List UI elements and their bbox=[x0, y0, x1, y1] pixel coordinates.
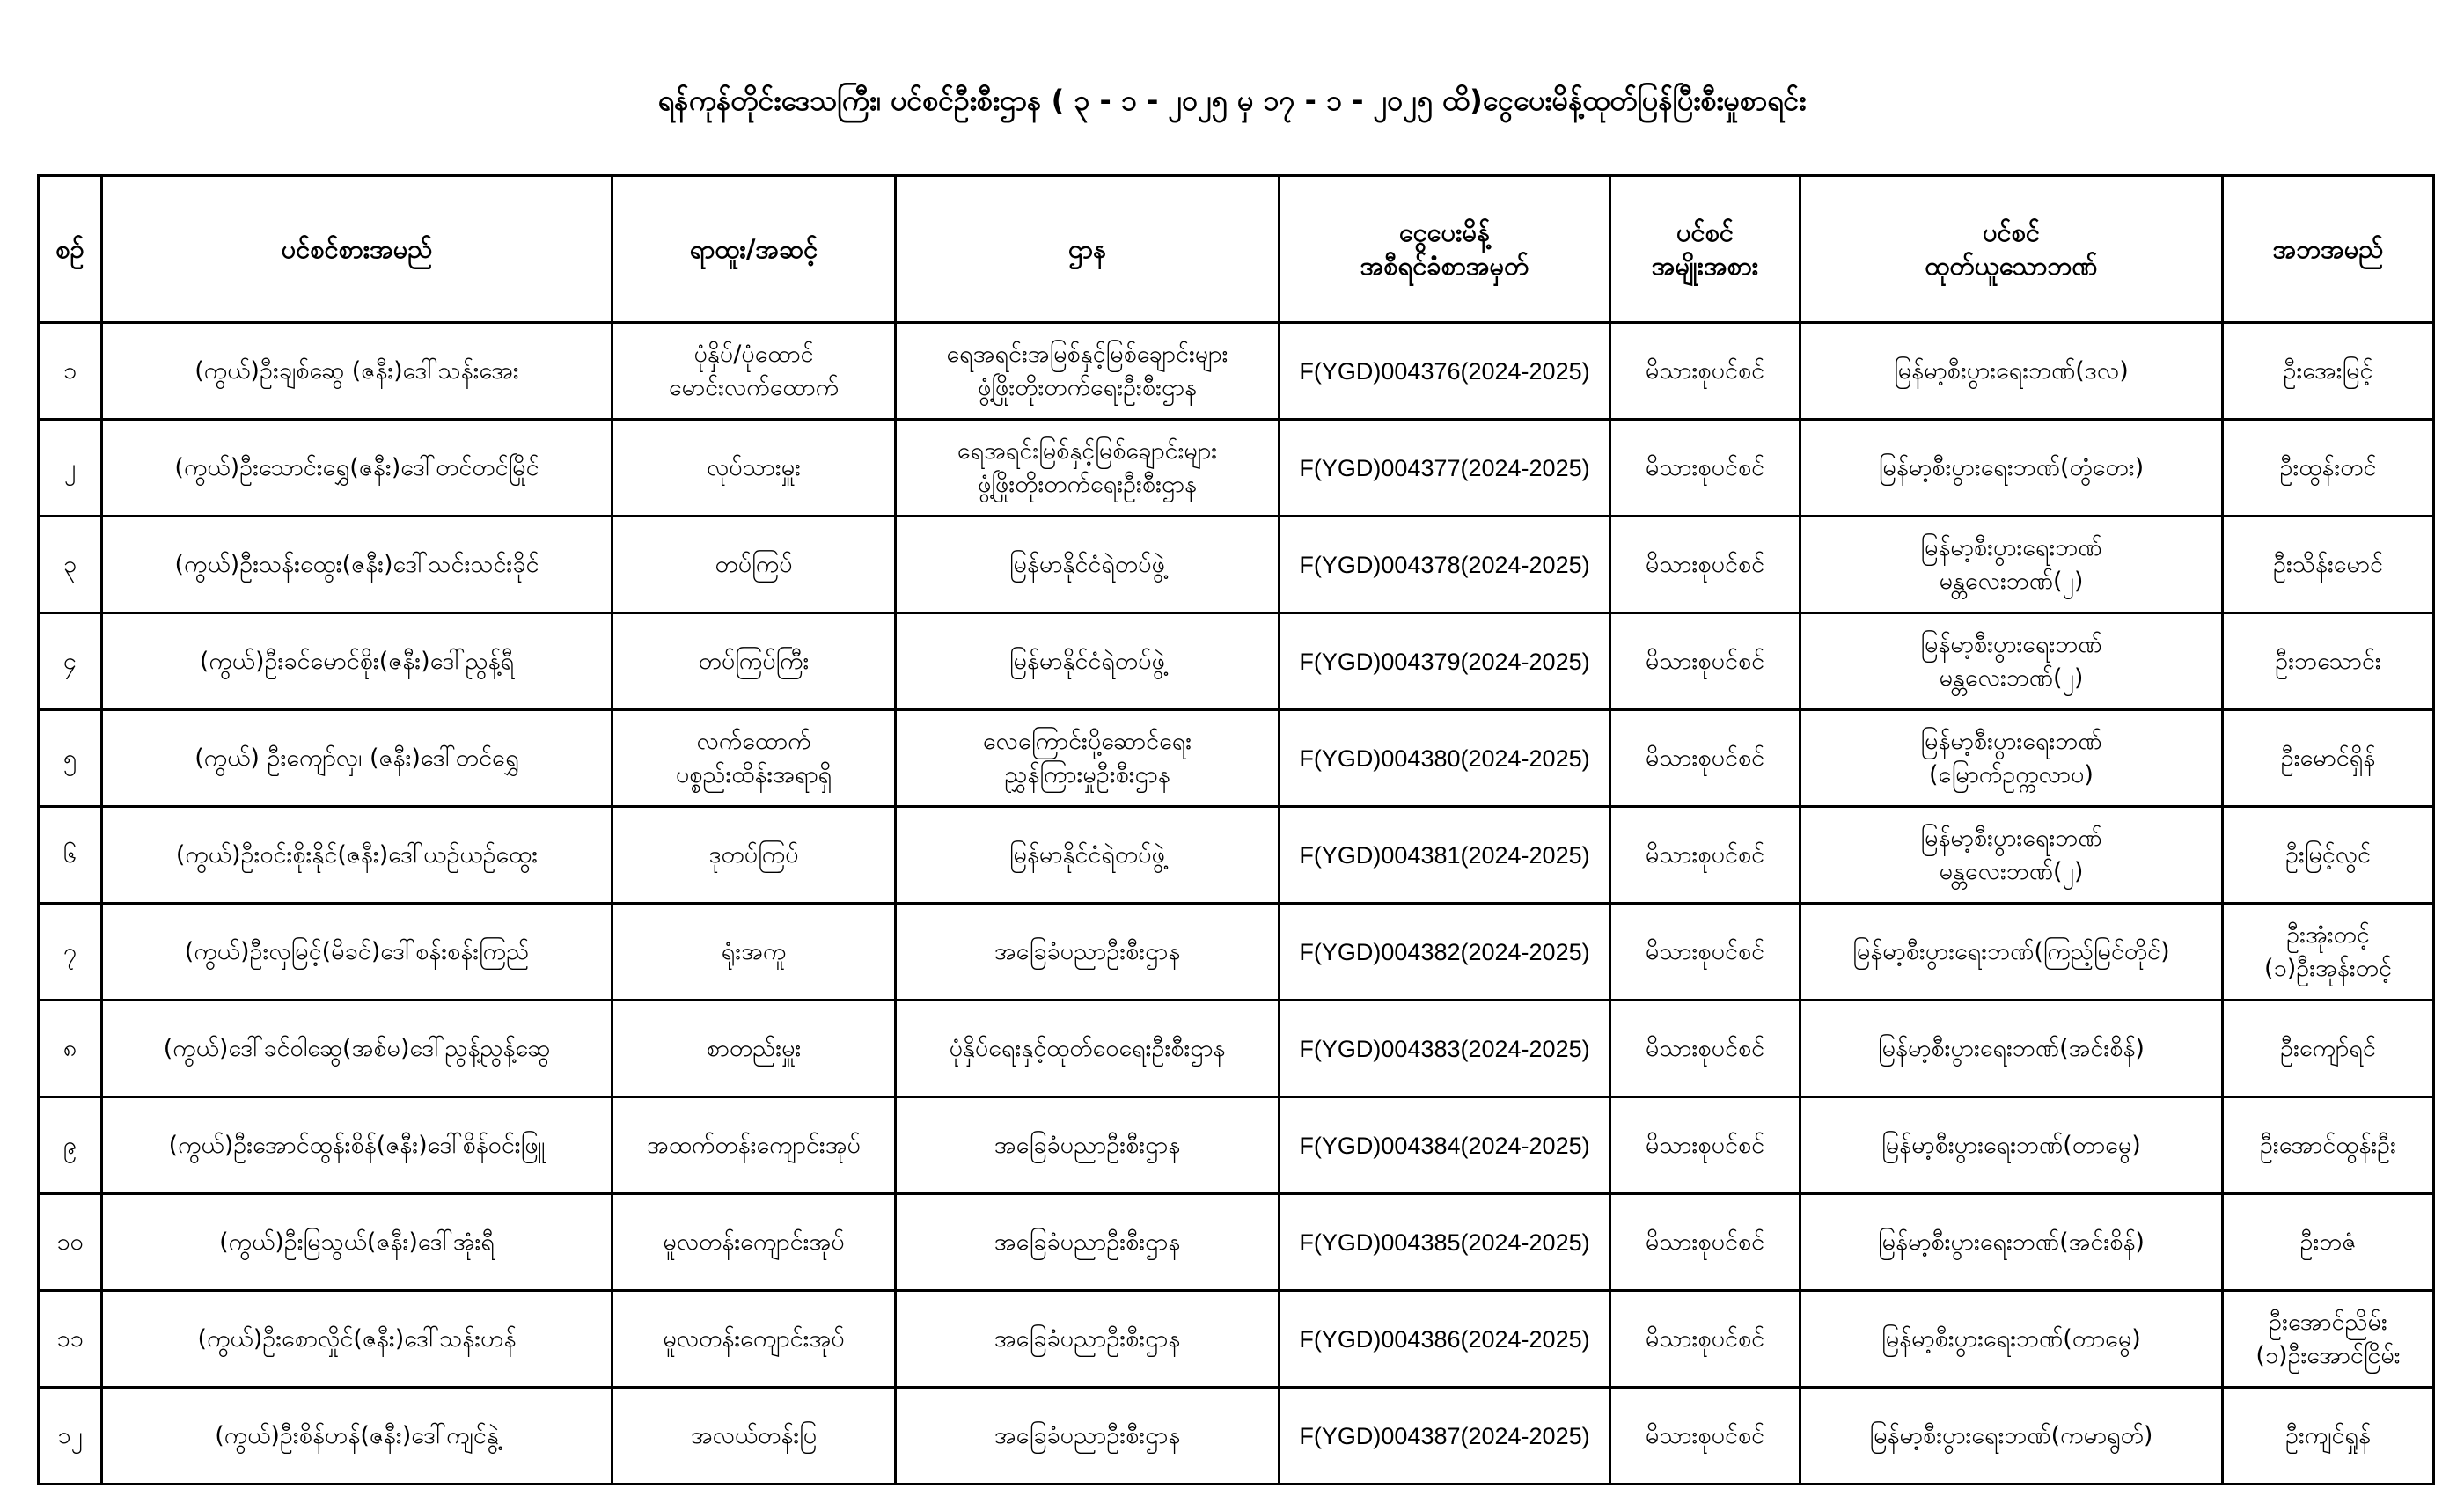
cell-father bbox=[2223, 1194, 2434, 1291]
table-row bbox=[39, 710, 2434, 807]
cell-no: ၄ bbox=[39, 613, 102, 710]
cell-line: (မြောက်ဥက္ကလာပ) bbox=[1929, 760, 2094, 788]
cell-name: (ကွယ်)ဦးစိန်ဟန်(ဇနီး)ဒေါ်ကျင်နွဲ့ bbox=[102, 1388, 612, 1485]
cell-line: မြန်မာ့စီးပွားရေးဘဏ်(တွံတေး) bbox=[1878, 453, 2145, 481]
cell-order-no: F(YGD)004379(2024-2025) bbox=[1280, 613, 1610, 710]
cell-pension-type: မိသားစုပင်စင် bbox=[1610, 1001, 1800, 1097]
cell-rank bbox=[612, 904, 896, 1001]
cell-line: (၁)ဦးအောင်ငြိမ်း bbox=[2255, 1341, 2401, 1369]
table-row bbox=[39, 807, 2434, 904]
cell-bank bbox=[1800, 323, 2223, 420]
table-row bbox=[39, 613, 2434, 710]
cell-name: (ကွယ်)ဒေါ်ခင်ဝါဆွေ(အစ်မ)ဒေါ်ညွန့်ညွန့်ဆွေ bbox=[102, 1001, 612, 1097]
cell-line: အခြေခံပညာဦးစီးဌာန bbox=[994, 1131, 1181, 1159]
cell-department bbox=[896, 1097, 1280, 1194]
cell-pension-type: မိသားစုပင်စင် bbox=[1610, 710, 1800, 807]
header-order-no bbox=[1280, 176, 1610, 323]
cell-pension-type: မိသားစုပင်စင် bbox=[1610, 1291, 1800, 1388]
cell-line: ပုံနှိပ်ရေးနှင့်ထုတ်ဝေရေးဦးစီးဌာန bbox=[949, 1034, 1226, 1062]
cell-rank bbox=[612, 517, 896, 613]
header-row bbox=[39, 176, 2434, 323]
cell-department bbox=[896, 710, 1280, 807]
cell-line: ဖွံ့ဖြိုးတိုးတက်ရေးဦးစီးဌာန bbox=[977, 470, 1198, 498]
cell-name: (ကွယ်)ဦးသန်းထွေး(ဇနီး)ဒေါ်သင်းသင်းခိုင် bbox=[102, 517, 612, 613]
cell-department bbox=[896, 420, 1280, 517]
header-no: စဉ် bbox=[39, 176, 102, 323]
cell-father bbox=[2223, 613, 2434, 710]
cell-rank bbox=[612, 807, 896, 904]
cell-father bbox=[2223, 420, 2434, 517]
cell-pension-type: မိသားစုပင်စင် bbox=[1610, 1388, 1800, 1485]
cell-line: မြန်မာ့စီးပွားရေးဘဏ် bbox=[1920, 533, 2102, 561]
header-bank-line: ထုတ်ယူသောဘဏ် bbox=[1925, 251, 2098, 281]
cell-pension-type: မိသားစုပင်စင် bbox=[1610, 517, 1800, 613]
header-bank bbox=[1800, 176, 2223, 323]
cell-name: (ကွယ်)ဦးဝင်းစိုးနိုင်(ဇနီး)ဒေါ်ယဉ်ယဉ်ထွေး bbox=[102, 807, 612, 904]
cell-department bbox=[896, 1001, 1280, 1097]
cell-line: ဦးကျင်ရှုန် bbox=[2285, 1421, 2371, 1449]
cell-department bbox=[896, 807, 1280, 904]
header-bank-line: ပင်စင် bbox=[1982, 217, 2041, 247]
cell-line: မြန်မာ့စီးပွားရေးဘဏ်(ကြည့်မြင်တိုင်) bbox=[1852, 937, 2170, 965]
cell-father bbox=[2223, 1388, 2434, 1485]
cell-bank bbox=[1800, 710, 2223, 807]
cell-line: ဖွံ့ဖြိုးတိုးတက်ရေးဦးစီးဌာန bbox=[977, 373, 1198, 401]
cell-line: ရုံးအကူ bbox=[721, 937, 787, 965]
cell-name: (ကွယ်)ဦးချစ်ဆွေ (ဇနီး)ဒေါ်သန်းအေး bbox=[102, 323, 612, 420]
cell-line: ဦးအုံးတင့် bbox=[2286, 920, 2370, 949]
cell-pension-type: မိသားစုပင်စင် bbox=[1610, 613, 1800, 710]
cell-father bbox=[2223, 904, 2434, 1001]
cell-pension-type: မိသားစုပင်စင် bbox=[1610, 807, 1800, 904]
cell-line: ဦးဘဇံ bbox=[2299, 1228, 2357, 1256]
cell-order-no: F(YGD)004384(2024-2025) bbox=[1280, 1097, 1610, 1194]
cell-line: တပ်ကြပ် bbox=[715, 550, 793, 578]
cell-name: (ကွယ်)ဦးသောင်းရွှေ(ဇနီး)ဒေါ်တင်တင်မြိုင် bbox=[102, 420, 612, 517]
cell-rank bbox=[612, 613, 896, 710]
cell-order-no: F(YGD)004380(2024-2025) bbox=[1280, 710, 1610, 807]
cell-line: မြန်မာ့စီးပွားရေးဘဏ် bbox=[1920, 727, 2102, 755]
header-order-no-line: အစီရင်ခံစာအမှတ် bbox=[1360, 251, 1529, 281]
cell-line: မြန်မာ့စီးပွားရေးဘဏ်(ကမာရွတ်) bbox=[1869, 1421, 2153, 1449]
cell-line: မြန်မာနိုင်ငံရဲတပ်ဖွဲ့ bbox=[1009, 647, 1165, 675]
table-row bbox=[39, 323, 2434, 420]
cell-line: စာတည်းမှူး bbox=[706, 1034, 802, 1062]
table-row bbox=[39, 1388, 2434, 1485]
cell-no: ၉ bbox=[39, 1097, 102, 1194]
table-row bbox=[39, 904, 2434, 1001]
cell-order-no: F(YGD)004382(2024-2025) bbox=[1280, 904, 1610, 1001]
header-father: အဘအမည် bbox=[2223, 176, 2434, 323]
cell-department bbox=[896, 323, 1280, 420]
cell-order-no: F(YGD)004378(2024-2025) bbox=[1280, 517, 1610, 613]
cell-rank bbox=[612, 323, 896, 420]
cell-father bbox=[2223, 1291, 2434, 1388]
cell-line: ဦးမြင့်လွင် bbox=[2284, 840, 2372, 869]
cell-father bbox=[2223, 323, 2434, 420]
page-title: ရန်ကုန်တိုင်းဒေသကြီး၊ ပင်စင်ဦးစီးဌာန ( ၃ - ၁ - ၂၀၂၅ မှ ၁၇ - ၁ - ၂၀၂၅ ထိ)ငွေပေးမိန့်ထုတ်ပြန်ပြီးစီးမှုစာရင်း bbox=[657, 84, 1807, 117]
cell-line: တပ်ကြပ်ကြီး bbox=[698, 647, 810, 675]
table-row bbox=[39, 1194, 2434, 1291]
cell-rank bbox=[612, 1001, 896, 1097]
cell-name: (ကွယ်)ဦးမြသွယ်(ဇနီး)ဒေါ်အုံးရီ bbox=[102, 1194, 612, 1291]
cell-bank bbox=[1800, 613, 2223, 710]
cell-line: မြန်မာ့စီးပွားရေးဘဏ်(တာမွေ) bbox=[1881, 1131, 2141, 1159]
cell-bank bbox=[1800, 1194, 2223, 1291]
cell-no: ၇ bbox=[39, 904, 102, 1001]
cell-line: ဦးထွန်းတင် bbox=[2279, 453, 2377, 481]
header-pension-type-line: ပင်စင် bbox=[1676, 217, 1734, 247]
cell-line: အခြေခံပညာဦးစီးဌာန bbox=[994, 1324, 1181, 1353]
header-order-no-line: ငွေပေးမိန့် bbox=[1398, 217, 1491, 247]
cell-order-no: F(YGD)004387(2024-2025) bbox=[1280, 1388, 1610, 1485]
header-pension-type-line: အမျိုးအစား bbox=[1651, 251, 1759, 281]
cell-rank bbox=[612, 1291, 896, 1388]
table-body bbox=[39, 323, 2434, 1485]
cell-no: ၁၁ bbox=[39, 1291, 102, 1388]
cell-order-no: F(YGD)004376(2024-2025) bbox=[1280, 323, 1610, 420]
cell-line: အထက်တန်းကျောင်းအုပ် bbox=[647, 1131, 861, 1159]
cell-no: ၁၂ bbox=[39, 1388, 102, 1485]
cell-line: ဦးအေးမြင့် bbox=[2283, 356, 2373, 385]
cell-line: မြန်မာ့စီးပွားရေးဘဏ်(အင်းစိန်) bbox=[1878, 1228, 2145, 1256]
cell-bank bbox=[1800, 1291, 2223, 1388]
cell-no: ၈ bbox=[39, 1001, 102, 1097]
cell-line: ဦးဘသောင်း bbox=[2275, 647, 2381, 675]
cell-line: မောင်းလက်ထောက် bbox=[668, 373, 840, 401]
cell-line: မူလတန်းကျောင်းအုပ် bbox=[663, 1324, 845, 1353]
cell-line: မန္တလေးဘဏ်(၂) bbox=[1939, 664, 2084, 692]
cell-order-no: F(YGD)004386(2024-2025) bbox=[1280, 1291, 1610, 1388]
cell-line: မန္တလေးဘဏ်(၂) bbox=[1939, 567, 2084, 595]
cell-line: ဦးသိန်းမောင် bbox=[2273, 550, 2383, 578]
cell-department bbox=[896, 1388, 1280, 1485]
cell-rank bbox=[612, 710, 896, 807]
cell-father bbox=[2223, 807, 2434, 904]
cell-name: (ကွယ်)ဦးလှမြင့်(မိခင်)ဒေါ်စန်းစန်းကြည် bbox=[102, 904, 612, 1001]
table-row bbox=[39, 1001, 2434, 1097]
cell-bank bbox=[1800, 1388, 2223, 1485]
cell-department bbox=[896, 1194, 1280, 1291]
cell-line: လေကြောင်းပို့ဆောင်ရေး bbox=[982, 727, 1192, 755]
table-row bbox=[39, 1291, 2434, 1388]
cell-line: ရေအရင်းမြစ်နှင့်မြစ်ချောင်းများ bbox=[957, 436, 1218, 465]
cell-line: မြန်မာ့စီးပွားရေးဘဏ်(ဒလ) bbox=[1894, 356, 2129, 385]
cell-line: ဒုတပ်ကြပ် bbox=[708, 840, 799, 869]
cell-pension-type: မိသားစုပင်စင် bbox=[1610, 1097, 1800, 1194]
cell-bank bbox=[1800, 904, 2223, 1001]
cell-father bbox=[2223, 517, 2434, 613]
cell-pension-type: မိသားစုပင်စင် bbox=[1610, 904, 1800, 1001]
cell-order-no: F(YGD)004383(2024-2025) bbox=[1280, 1001, 1610, 1097]
cell-father bbox=[2223, 710, 2434, 807]
cell-line: မြန်မာ့စီးပွားရေးဘဏ်(တာမွေ) bbox=[1881, 1324, 2141, 1353]
cell-line: မြန်မာ့စီးပွားရေးဘဏ်(အင်းစိန်) bbox=[1878, 1034, 2145, 1062]
cell-department bbox=[896, 904, 1280, 1001]
cell-name: (ကွယ်) ဦးကျော်လှ၊ (ဇနီး)ဒေါ်တင်ရွှေ bbox=[102, 710, 612, 807]
cell-bank bbox=[1800, 1001, 2223, 1097]
cell-no: ၁၀ bbox=[39, 1194, 102, 1291]
cell-bank bbox=[1800, 420, 2223, 517]
cell-line: ဦးအောင်ညိမ်း bbox=[2269, 1308, 2387, 1336]
cell-line: ဦးကျော်ရင် bbox=[2280, 1034, 2376, 1062]
cell-name: (ကွယ်)ဦးစောလှိုင်(ဇနီး)ဒေါ်သန်းဟန် bbox=[102, 1291, 612, 1388]
cell-department bbox=[896, 517, 1280, 613]
cell-rank bbox=[612, 1194, 896, 1291]
cell-department bbox=[896, 1291, 1280, 1388]
cell-line: မူလတန်းကျောင်းအုပ် bbox=[663, 1228, 845, 1256]
cell-name: (ကွယ်)ဦးခင်မောင်စိုး(ဇနီး)ဒေါ်ညွန့်ရီ bbox=[102, 613, 612, 710]
cell-bank bbox=[1800, 807, 2223, 904]
cell-line: မြန်မာ့စီးပွားရေးဘဏ် bbox=[1920, 824, 2102, 852]
cell-rank bbox=[612, 1097, 896, 1194]
cell-department bbox=[896, 613, 1280, 710]
cell-order-no: F(YGD)004377(2024-2025) bbox=[1280, 420, 1610, 517]
header-department: ဌာန bbox=[896, 176, 1280, 323]
cell-line: ရေအရင်းအမြစ်နှင့်မြစ်ချောင်းများ bbox=[946, 340, 1228, 368]
pension-table bbox=[37, 174, 2435, 1485]
header-rank: ရာထူး/အဆင့် bbox=[612, 176, 896, 323]
cell-line: လက်ထောက် bbox=[696, 727, 811, 755]
cell-bank bbox=[1800, 1097, 2223, 1194]
cell-line: (၁)ဦးအုန်းတင့် bbox=[2264, 954, 2392, 982]
cell-order-no: F(YGD)004385(2024-2025) bbox=[1280, 1194, 1610, 1291]
header-pension-type bbox=[1610, 176, 1800, 323]
cell-line: အခြေခံပညာဦးစီးဌာန bbox=[994, 1228, 1181, 1256]
cell-line: ဦးမောင်ရှိန် bbox=[2280, 744, 2376, 772]
cell-line: ဦးအောင်ထွန်းဦး bbox=[2259, 1131, 2397, 1159]
cell-line: ပုံနှိပ်/ပုံထောင် bbox=[693, 340, 814, 368]
header-name: ပင်စင်စားအမည် bbox=[102, 176, 612, 323]
cell-pension-type: မိသားစုပင်စင် bbox=[1610, 1194, 1800, 1291]
cell-father bbox=[2223, 1097, 2434, 1194]
cell-bank bbox=[1800, 517, 2223, 613]
cell-line: မြန်မာ့စီးပွားရေးဘဏ် bbox=[1920, 630, 2102, 658]
cell-no: ၃ bbox=[39, 517, 102, 613]
cell-pension-type: မိသားစုပင်စင် bbox=[1610, 323, 1800, 420]
cell-rank bbox=[612, 1388, 896, 1485]
cell-no: ၆ bbox=[39, 807, 102, 904]
cell-line: မြန်မာနိုင်ငံရဲတပ်ဖွဲ့ bbox=[1009, 550, 1165, 578]
table-row bbox=[39, 1097, 2434, 1194]
cell-no: ၁ bbox=[39, 323, 102, 420]
cell-line: မြန်မာနိုင်ငံရဲတပ်ဖွဲ့ bbox=[1009, 840, 1165, 869]
cell-line: အခြေခံပညာဦးစီးဌာန bbox=[994, 1421, 1181, 1449]
cell-name: (ကွယ်)ဦးအောင်ထွန်းစိန်(ဇနီး)ဒေါ်စိန်ဝင်းဖြူ bbox=[102, 1097, 612, 1194]
cell-rank bbox=[612, 420, 896, 517]
table-row bbox=[39, 420, 2434, 517]
cell-line: လုပ်သားမှူး bbox=[706, 453, 802, 481]
cell-father bbox=[2223, 1001, 2434, 1097]
table-row bbox=[39, 517, 2434, 613]
cell-line: မန္တလေးဘဏ်(၂) bbox=[1939, 857, 2084, 885]
cell-line: အလယ်တန်းပြ bbox=[690, 1421, 818, 1449]
cell-pension-type: မိသားစုပင်စင် bbox=[1610, 420, 1800, 517]
cell-no: ၂ bbox=[39, 420, 102, 517]
cell-no: ၅ bbox=[39, 710, 102, 807]
cell-line: အခြေခံပညာဦးစီးဌာန bbox=[994, 937, 1181, 965]
cell-line: ညွှန်ကြားမှုဦးစီးဌာန bbox=[1004, 760, 1170, 788]
cell-order-no: F(YGD)004381(2024-2025) bbox=[1280, 807, 1610, 904]
cell-line: ပစ္စည်းထိန်းအရာရှိ bbox=[675, 760, 832, 788]
